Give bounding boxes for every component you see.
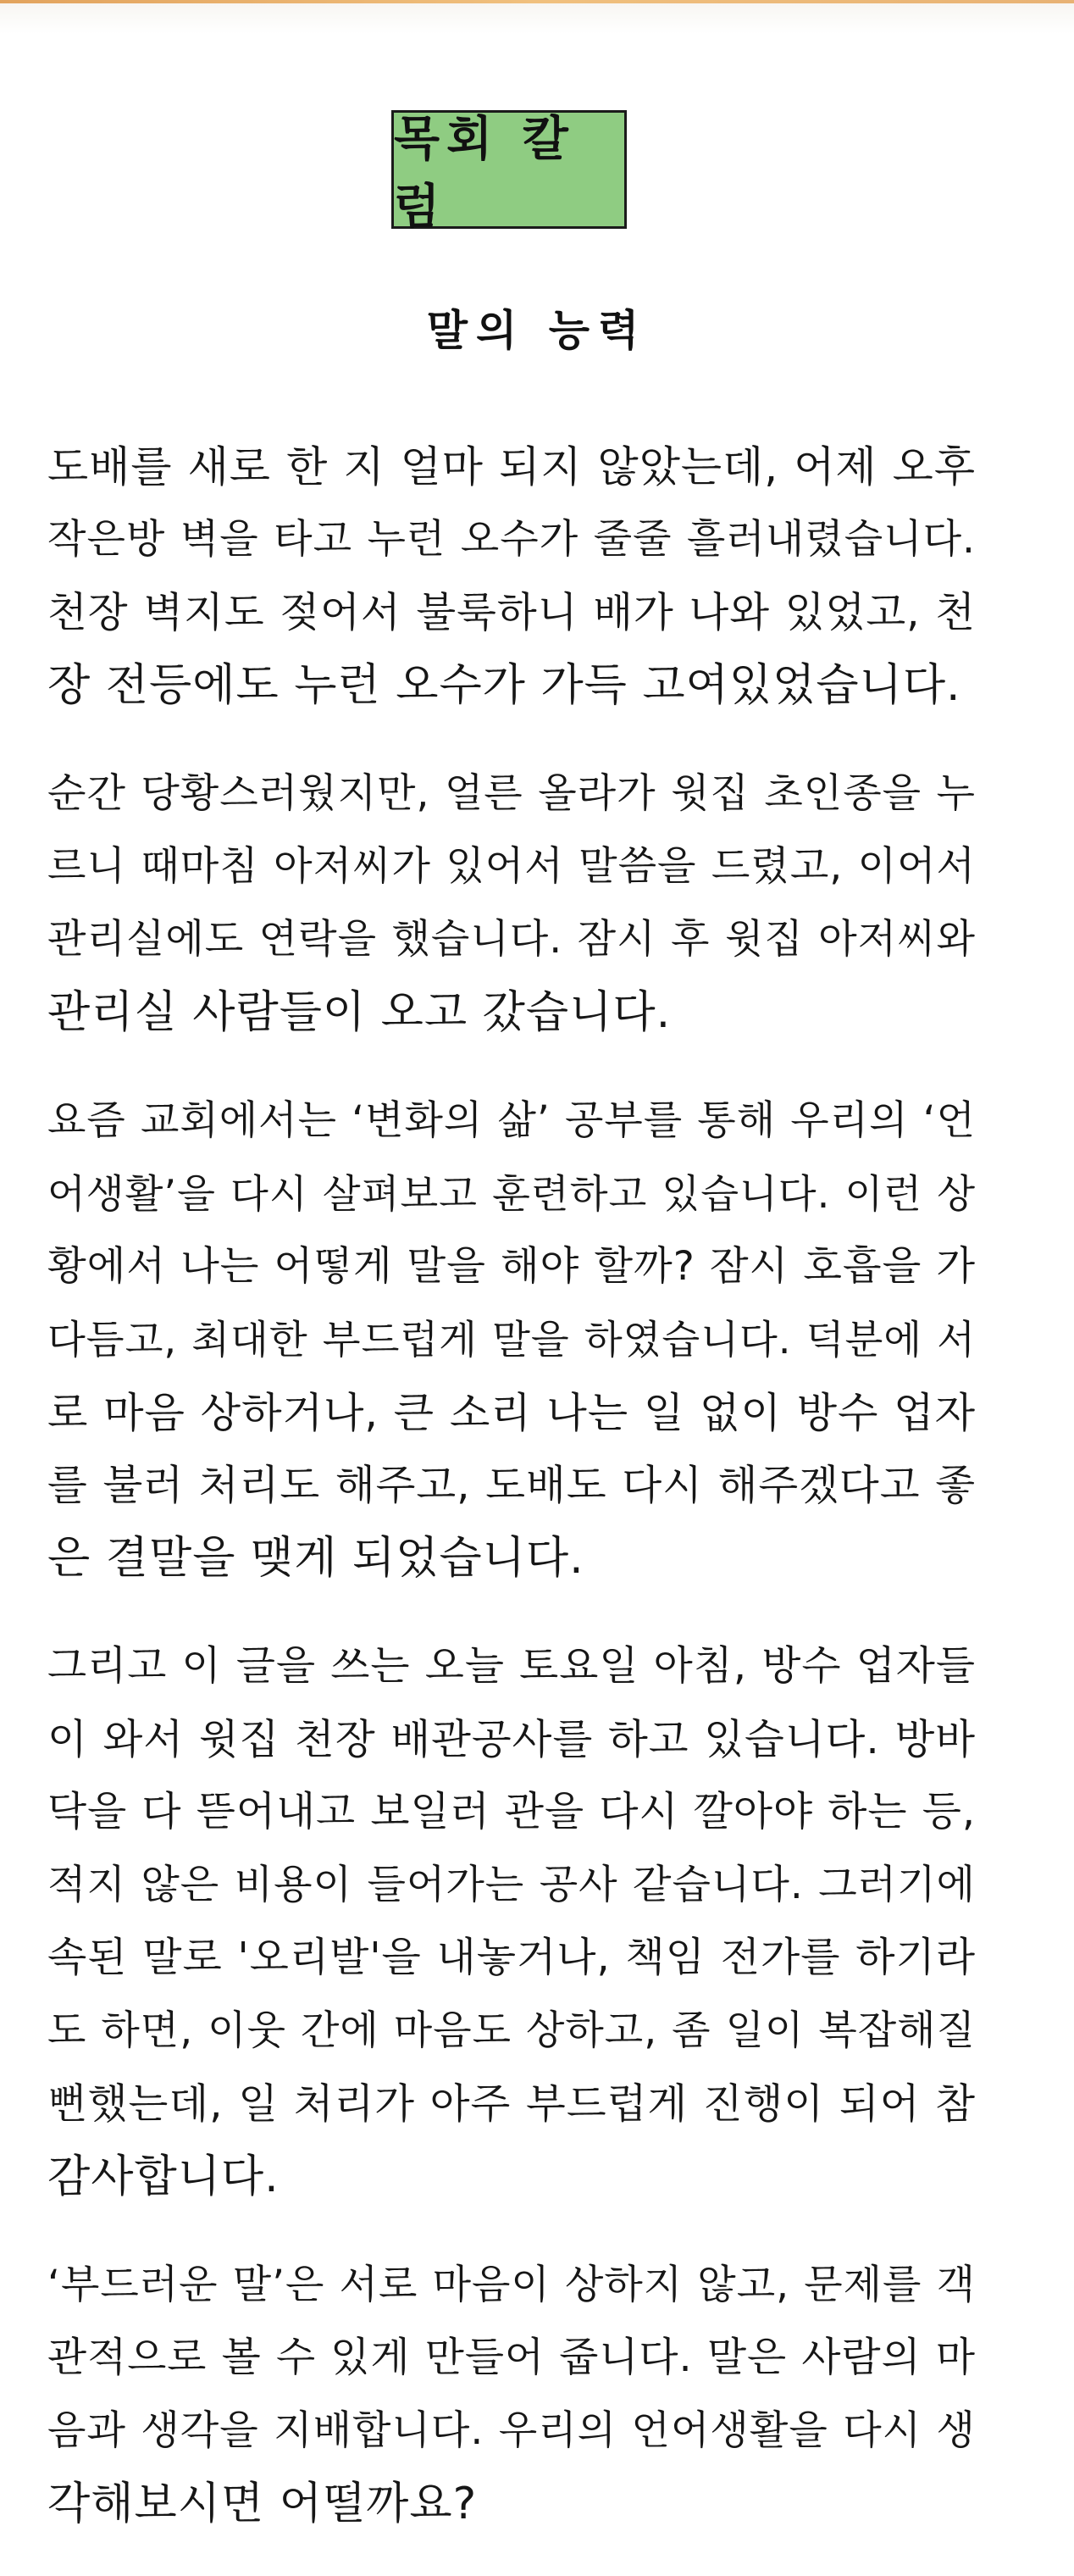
paragraph-line: 황에서 나는 어떻게 말을 해야 할까? 잠시 호흡을 가 — [47, 1243, 976, 1290]
paragraph-line: 닥을 다 뜯어내고 보일러 관을 다시 깔아야 하는 등, — [47, 1789, 976, 1835]
paragraph-line: 그리고 이 글을 쓰는 오늘 토요일 아침, 방수 업자들 — [47, 1643, 976, 1690]
paragraph-line: 천장 벽지도 젖어서 불룩하니 배가 나와 있었고, 천 — [47, 589, 976, 636]
paragraph-line: 어생활’을 다시 살펴보고 훈련하고 있습니다. 이런 상 — [47, 1171, 976, 1217]
article-body — [47, 430, 976, 2576]
paragraph-line: ‘부드러운 말’은 서로 마음이 상하지 않고, 문제를 객 — [47, 2262, 976, 2308]
paragraph-line: 관적으로 볼 수 있게 만들어 줍니다. 말은 사람의 마 — [47, 2334, 976, 2381]
paragraph-line: 은 결말을 맺게 되었습니다. — [47, 1533, 584, 1584]
paragraph-line: 로 마음 상하거나, 큰 소리 나는 일 없이 방수 업자 — [47, 1388, 976, 1437]
paragraph-line: 장 전등에도 누런 오수가 가득 고여있었습니다. — [47, 660, 961, 711]
paragraph-line: 르니 때마침 아저씨가 있어서 말씀을 드렸고, 이어서 — [47, 843, 976, 890]
paragraph-line: 관리실에도 연락을 했습니다. 잠시 후 윗집 아저씨와 — [47, 916, 976, 963]
paragraph-line: 관리실 사람들이 오고 갔습니다. — [47, 987, 672, 1038]
article-paragraph — [47, 430, 976, 722]
top-color-strip — [0, 0, 1074, 3]
paragraph-line: 도 하면, 이웃 간에 마음도 상하고, 좀 일이 복잡해질 — [47, 2007, 976, 2054]
paragraph-line: 작은방 벽을 타고 누런 오수가 줄줄 흘러내렸습니다. — [47, 516, 976, 563]
paragraph-line: 적지 않은 비용이 들어가는 공사 같습니다. 그러기에 — [47, 1862, 976, 1908]
paragraph-line: 순간 당황스러웠지만, 얼른 올라가 윗집 초인종을 누 — [47, 770, 976, 817]
article-title: 말의 능력 — [426, 306, 648, 355]
paragraph-line: 뻔했는데, 일 처리가 아주 부드럽게 진행이 되어 참 — [47, 2080, 976, 2128]
article-paragraph — [47, 1630, 976, 2213]
article-paragraph — [47, 758, 976, 1049]
paragraph-line: 다듬고, 최대한 부드럽게 말을 하였습니다. 덕분에 서 — [47, 1317, 976, 1363]
paragraph-line: 각해보시면 어떨까요? — [47, 2479, 478, 2529]
paragraph-line: 요즘 교회에서는 ‘변화의 삶’ 공부를 통해 우리의 ‘언 — [47, 1097, 976, 1144]
paragraph-line: 감사합니다. — [47, 2151, 280, 2202]
article-paragraph — [47, 2249, 976, 2540]
column-category-badge — [391, 110, 627, 235]
paragraph-line: 이 와서 윗집 천장 배관공사를 하고 있습니다. 방바 — [47, 1716, 976, 1763]
paragraph-line: 속된 말로 '오리발'을 내놓거나, 책임 전가를 하기라 — [47, 1935, 976, 1981]
paragraph-line: 도배를 새로 한 지 얼마 되지 않았는데, 어제 오후 — [47, 442, 976, 491]
paragraph-line: 를 불러 처리도 해주고, 도배도 다시 해주겠다고 좋 — [47, 1462, 976, 1509]
article-paragraph — [47, 1085, 976, 1595]
badge-label: 목회 칼럼 — [394, 112, 575, 235]
paragraph-line: 음과 생각을 지배합니다. 우리의 언어생활을 다시 생 — [47, 2407, 976, 2454]
